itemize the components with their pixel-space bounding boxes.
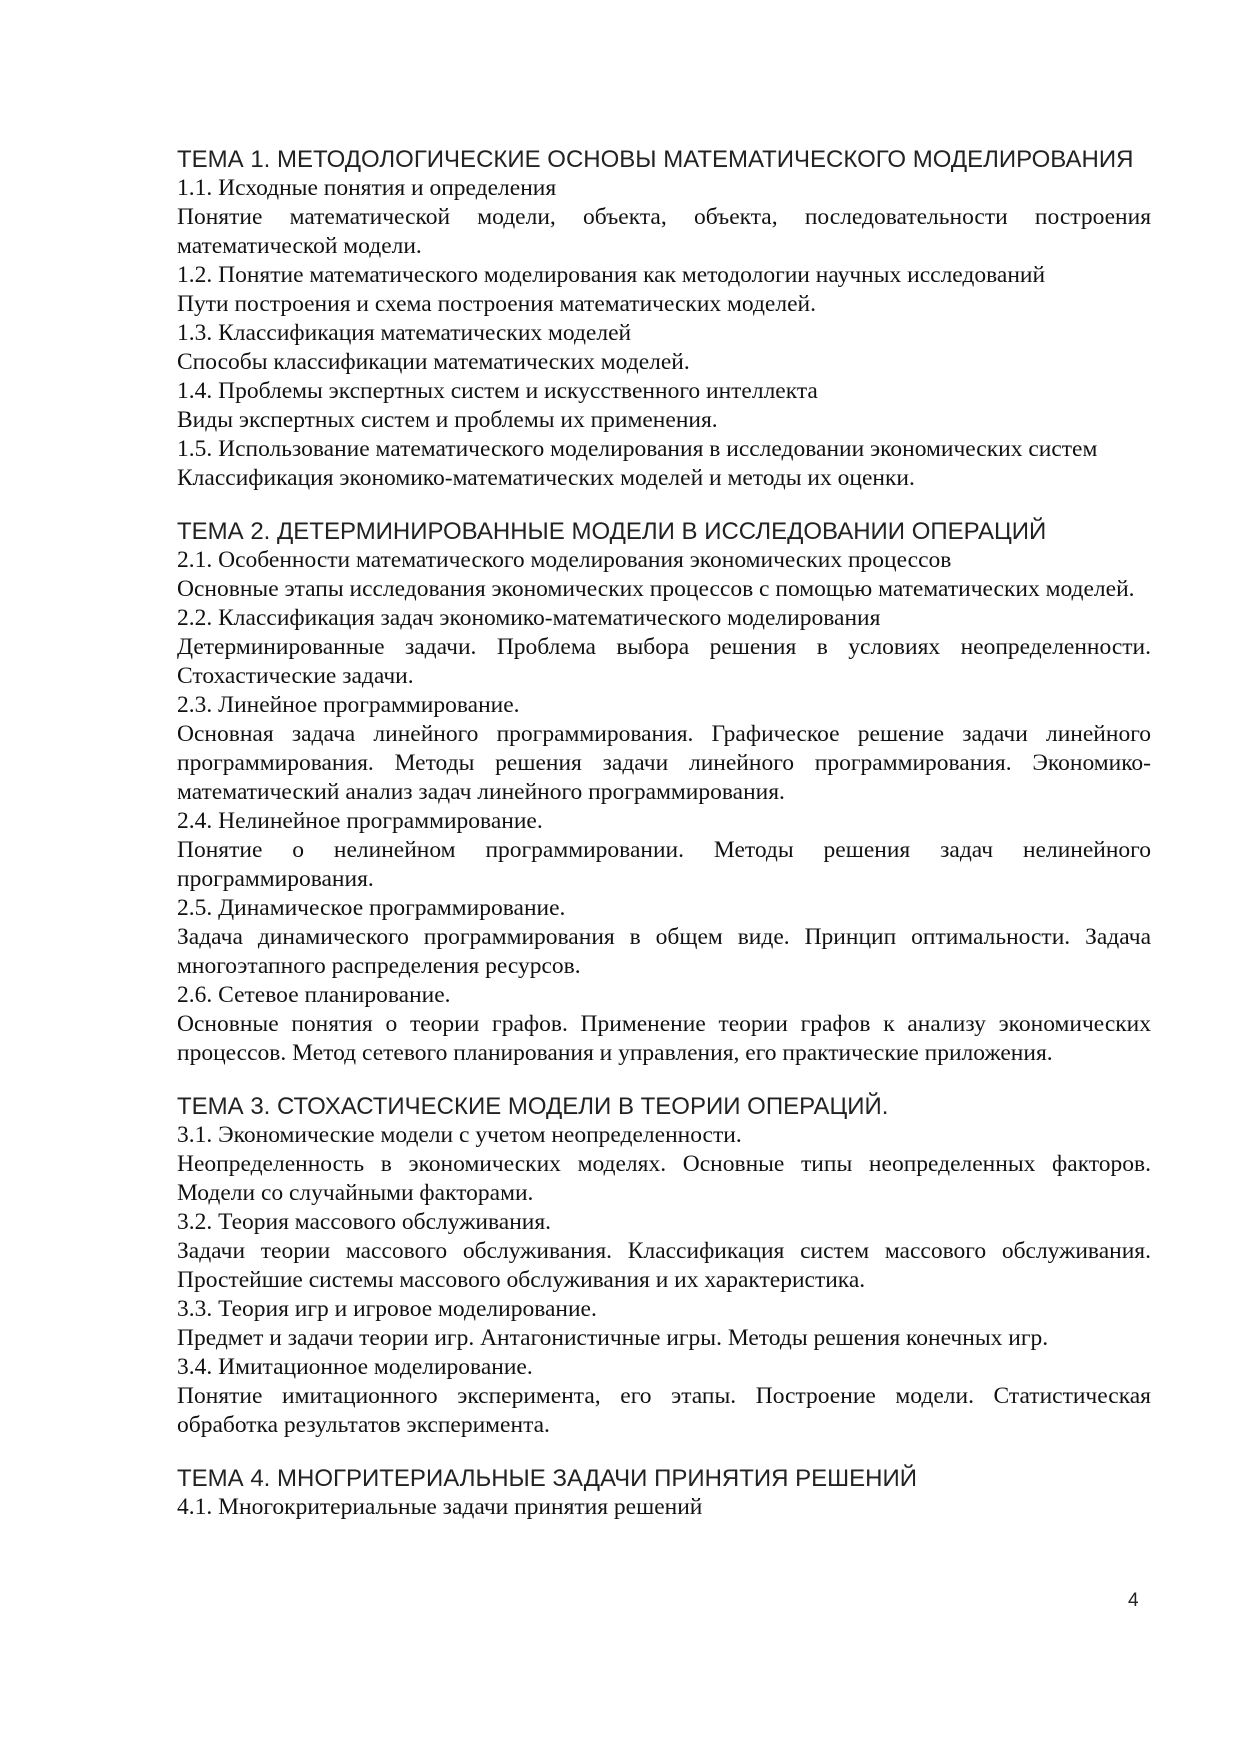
topic-2 [177, 517, 1151, 1068]
section-description: Основная задача линейного программирования. Графическое решение задачи линейного программирования. Методы решения задачи линейного программирования. Экономико-математический анализ задач линейного программирования. [177, 721, 1151, 805]
section-title: 2.1. Особенности математического моделирования экономических процессов [177, 547, 952, 573]
section-description: Способы классификации математических моделей. [177, 349, 690, 375]
section-title: 1.5. Использование математического моделирования в исследовании экономических систем [177, 436, 1098, 462]
section-title: 2.4. Нелинейное программирование. [177, 808, 543, 834]
topic-4 [177, 1464, 1151, 1522]
section-description: Задача динамического программирования в общем виде. Принцип оптимальности. Задача многоэтапного распределения ресурсов. [177, 924, 1151, 979]
topic-1 [177, 145, 1151, 493]
section-description: Виды экспертных систем и проблемы их применения. [177, 407, 718, 433]
section-title: 4.1. Многокритериальные задачи принятия решений [177, 1494, 703, 1520]
section-title: 3.4. Имитационное моделирование. [177, 1354, 533, 1380]
section-description: Неопределенность в экономических моделях. Основные типы неопределенных факторов. Модели со случайными факторами. [177, 1151, 1151, 1206]
section-description: Понятие математической модели, объекта, объекта, последовательности построения математической модели. [177, 204, 1151, 259]
section-description: Предмет и задачи теории игр. Антагонистичные игры. Методы решения конечных игр. [177, 1325, 1049, 1351]
section-description: Пути построения и схема построения математических моделей. [177, 291, 816, 317]
section-description: Основные этапы исследования экономических процессов с помощью математических моделей. [177, 576, 1135, 602]
section-description: Задачи теории массового обслуживания. Классификация систем массового обслуживания. Простейшие системы массового обслуживания и их характеристика. [177, 1238, 1151, 1293]
section-title: 1.4. Проблемы экспертных систем и искусственного интеллекта [177, 378, 818, 404]
topic-3 [177, 1092, 1151, 1440]
section-title: 1.2. Понятие математического моделирования как методологии научных исследований [177, 262, 1046, 288]
topic-title: ТЕМА 3. СТОХАСТИЧЕСКИЕ МОДЕЛИ В ТЕОРИИ ОПЕРАЦИЙ. [177, 1093, 889, 1120]
section-title: 2.2. Классификация задач экономико-математического моделирования [177, 605, 881, 631]
section-description: Классификация экономико-математических моделей и методы их оценки. [177, 465, 915, 491]
document-body [177, 145, 1151, 1522]
section-title: 3.2. Теория массового обслуживания. [177, 1209, 552, 1235]
section-title: 2.5. Динамическое программирование. [177, 895, 566, 921]
section-title: 3.3. Теория игр и игровое моделирование. [177, 1296, 597, 1322]
section-title: 2.6. Сетевое планирование. [177, 982, 451, 1008]
page-number: 4 [1128, 1590, 1139, 1611]
section-description: Детерминированные задачи. Проблема выбора решения в условиях неопределенности. Стохастические задачи. [177, 634, 1151, 689]
section-title: 3.1. Экономические модели с учетом неопределенности. [177, 1122, 742, 1148]
section-title: 1.1. Исходные понятия и определения [177, 175, 557, 201]
section-description: Основные понятия о теории графов. Применение теории графов к анализу экономических процессов. Метод сетевого планирования и управления, его практические приложения. [177, 1011, 1151, 1066]
section-description: Понятие имитационного эксперимента, его этапы. Построение модели. Статистическая обработка результатов эксперимента. [177, 1383, 1151, 1438]
section-title: 1.3. Классификация математических моделей [177, 320, 632, 346]
section-description: Понятие о нелинейном программировании. Методы решения задач нелинейного программирования. [177, 837, 1151, 892]
topic-title: ТЕМА 1. МЕТОДОЛОГИЧЕСКИЕ ОСНОВЫ МАТЕМАТИЧЕСКОГО МОДЕЛИРОВАНИЯ [177, 146, 1134, 173]
topic-title: ТЕМА 2. ДЕТЕРМИНИРОВАННЫЕ МОДЕЛИ В ИССЛЕДОВАНИИ ОПЕРАЦИЙ [177, 518, 1047, 545]
topic-title: ТЕМА 4. МНОГРИТЕРИАЛЬНЫЕ ЗАДАЧИ ПРИНЯТИЯ РЕШЕНИЙ [177, 1465, 918, 1492]
section-title: 2.3. Линейное программирование. [177, 692, 520, 718]
